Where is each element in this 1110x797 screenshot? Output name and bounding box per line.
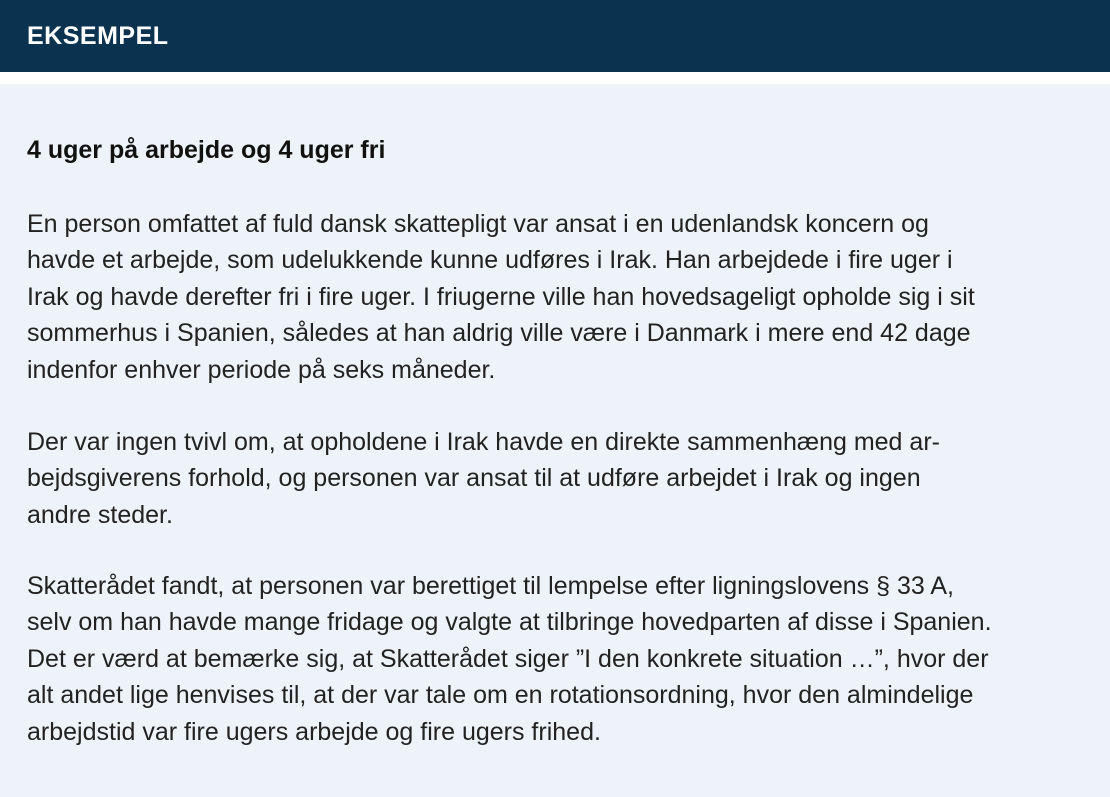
example-header xyxy=(0,0,1110,72)
header-title: EKSEMPEL xyxy=(27,22,169,50)
paragraph-line: andre steder. xyxy=(27,500,173,529)
paragraph-line: havde et arbejde, som udelukkende kunne udføres i Irak. Han arbejdede i fire uger i xyxy=(27,246,953,275)
paragraph-line: bejdsgiverens forhold, og personen var ansat til at udføre arbejdet i Irak og ingen xyxy=(27,464,921,493)
paragraph-3 xyxy=(27,568,1097,750)
paragraph-line: selv om han havde mange fridage og valgte at tilbringe hovedparten af disse i Spanien. xyxy=(27,608,992,637)
paragraph-line: En person omfattet af fuld dansk skattepligt var ansat i en udenlandsk koncern og xyxy=(27,210,929,238)
paragraph-line: Det er værd at bemærke sig, at Skatterådet siger ”I den konkrete situation …”, hvor der xyxy=(27,644,989,673)
paragraph-line: arbejdstid var fire ugers arbejde og fire ugers frihed. xyxy=(27,717,601,746)
paragraph-line: Skatterådet fandt, at personen var berettiget til lempelse efter ligningslovens § 33 A, xyxy=(27,572,954,600)
paragraph-line: indenfor enhver periode på seks måneder. xyxy=(27,355,496,384)
example-heading: 4 uger på arbejde og 4 uger fri xyxy=(27,136,386,164)
paragraph-line: Der var ingen tvivl om, at opholdene i Irak havde en direkte sammenhæng med ar- xyxy=(27,428,940,456)
paragraph-1 xyxy=(27,206,1097,388)
paragraph-2 xyxy=(27,424,1097,533)
paragraph-line: sommerhus i Spanien, således at han aldrig ville være i Danmark i mere end 42 dage xyxy=(27,319,971,348)
paragraph-line: Irak og havde derefter fri i fire uger. I friugerne ville han hovedsageligt opholde sig i sit xyxy=(27,282,975,311)
paragraph-line: alt andet lige henvises til, at der var tale om en rotationsordning, hvor den almindelige xyxy=(27,681,974,710)
